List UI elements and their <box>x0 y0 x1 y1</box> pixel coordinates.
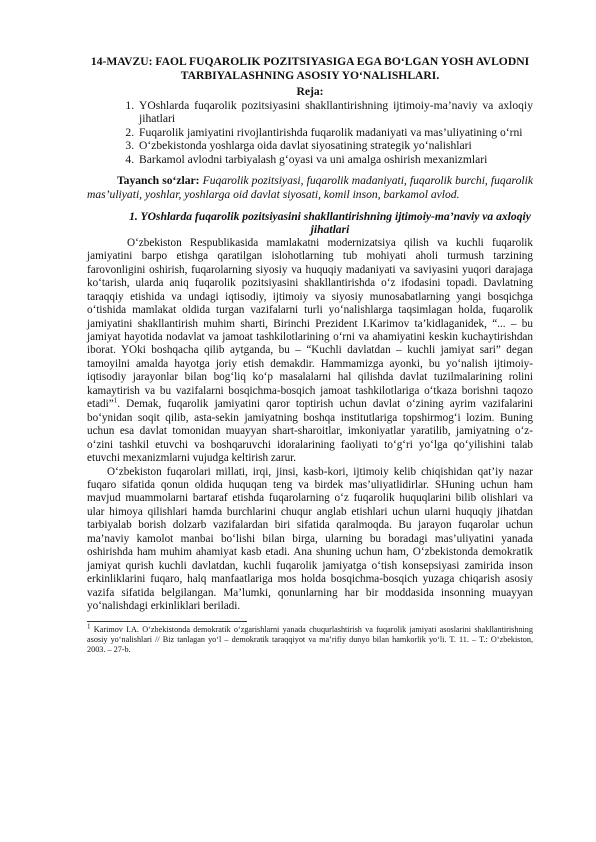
footnote-text: Karimov I.A. O‘zbekistonda demokratik o‘zgarishlarni yanada chuqurlashtirish va fuqarolik jamiyati asoslarini shakllantirishning asosiy yo‘nalishlari // Biz tanlagan yo‘l – demokratik taraqqiyot va ma’rifiy dunyo bilan hamkorlik yo‘li. T. 11. – T.: O‘zbekiston, 2003. – 27-b. <box>87 624 533 654</box>
footnote-mark: 1 <box>87 621 91 630</box>
paragraph-text: O‘zbekiston Respublikasida mamlakatni modernizatsiya qilish va kuchli fuqarolik jamiyatini barpo etishga qaratilgan islohotlarning tub mohiyati aholi turmush tarzining farovonligini oshirish, fuqarolarning siyosiy va huquqiy madaniyati va saviyasini yuqori darajaga ko‘tarish, ularda aniq fuqarolik pozitsiyasini shakllantirishda o‘z ifodasini topadi. Davlatning taraqqiy etishida va undagi iqtisodiy, ijtimoiy va siyosiy munosabatlarning yangi bosqichga o‘tishida mamlakat oldida turgan vazifalarni turli yo‘nalishlarga taqsimlagan holda, fuqarolik jamiyatini shakllantirish muhim sharti, Birinchi Prezident I.Karimov ta’kidlaganidek, “... – bu jamiyat hayotida nodavlat va jamoat tashkilotlarining o‘rni va ahamiyatini keskin kuchaytirishdan iborat. YOki boshqacha qilib aytganda, bu – “Kuchli davlatdan – kuchli jamiyat sari” degan tamoyilni amalda hayotga joriy etish demakdir. Hammamizga ayonki, bu yo‘nalish ijtimoiy-iqtisodiy jarayonlar bilan bog‘liq ko‘p masalalarni hal qilishda davlat tuzilmalarining rolini kamaytirish va bu vazifalarni bosqichma-bosqich jamoat tashkilotlariga o‘tkaza borishni taqozo etadi” <box>87 236 533 411</box>
plan-heading: Reja: <box>296 85 324 98</box>
plan-list <box>87 99 533 166</box>
section-heading: 1. YOshlarda fuqarolik pozitsiyasini shakllantirishning ijtimoiy-ma’naviy va axloqiy jihatlari <box>129 210 531 237</box>
plan-item: 3. O‘zbekistonda yoshlarga oida davlat siyosatining strategik yo‘nalishlari <box>137 139 533 152</box>
plan-item: 4. Barkamol avlodni tarbiyalash g‘oyasi va uni amalga oshirish mexanizmlari <box>137 153 533 166</box>
footnote-reference[interactable]: 1 <box>113 396 118 405</box>
paragraph-text: . Demak, fuqarolik jamiyatini qaror toptirish uchun davlat o‘zining ayrim vazifalarini bo‘ynidan soqit qilib, asta-sekin jamiyatning boshqa institutlariga topshirmog‘i lozim. Buning uchun esa davlat tomonidan muayyan shart-sharoitlar, imkoniyatlar yaratilib, jamiyatning o‘z-o‘zini tashkil etuvchi va boshqaruvchi idoralarining faoliyati to‘g‘ri yo‘lga qo‘yilishini talab etuvchi mexanizmlarni vujudga keltirish zarur. <box>87 398 533 465</box>
footnote <box>87 621 533 655</box>
keywords-text: Fuqarolik pozitsiyasi, fuqarolik madaniyati, fuqarolik burchi, fuqarolik mas’uliyati, yoshlar, yoshlarga oid davlat siyosati, komil inson, barkamol avlod. <box>87 174 533 202</box>
page-title: 14-MAVZU: FAOL FUQAROLIK POZITSIYASIGA EGA BO‘LGAN YOSH AVLODNI TARBIYALASHNING ASOSIY YO‘NALISHLARI. <box>90 55 530 82</box>
footnote-divider <box>87 621 247 622</box>
keywords-paragraph <box>87 174 533 202</box>
body-paragraph: O‘zbekiston fuqarolari millati, irqi, jinsi, kasb-kori, ijtimoiy kelib chiqishidan qat’iy nazar fuqaro sifatida qonun oldida huquqan teng va birdek mas’uliyatlidirlar. SHuning uchun ham mavjud muammolarni bartaraf etishda fuqarolarning o‘z fuqarolik huquqlarini bilib olishlari va ular himoya qilishlari hamda burchlarini chuqur anglab etishlari uchun ularni huquqiy jihatdan tarbiyalab borish dolzarb vazifalardan biri sifatida qaralmoqda. Bu jarayon fuqarolar uchun ma’naviy kamolot manbai bo‘lishi bilan birga, ularning bu boradagi mas’uliyatini yanada oshirishda ham muhim ahamiyat kasb etadi. Ana shuning uchun ham, O‘zbekistonda demokratik jamiyat qurish kuchli davlatdan, kuchli fuqarolik jamiyatga o‘tish konsepsiyasi zamirida inson erkinliklarini fuqaro, halq manfaatlariga mos holda bosqichma-bosqich yuzaga chiqarish asosiy vazifa sifatida belgilangan. Ma’lumki, qonunlarning har bir moddasida insonning muayyan yo‘nalishdagi erkinliklari beriladi. <box>87 465 533 613</box>
document-page <box>87 55 533 655</box>
plan-item: 1. YOshlarda fuqarolik pozitsiyasini shakllantirishning ijtimoiy-ma’naviy va axloqiy jihatlari <box>137 99 533 126</box>
keywords-label: Tayanch so‘zlar: <box>117 174 200 188</box>
body-paragraph <box>87 237 533 466</box>
plan-item: 2. Fuqarolik jamiyatini rivojlantirishda fuqarolik madaniyati va mas’uliyatining o‘rni <box>137 126 533 139</box>
